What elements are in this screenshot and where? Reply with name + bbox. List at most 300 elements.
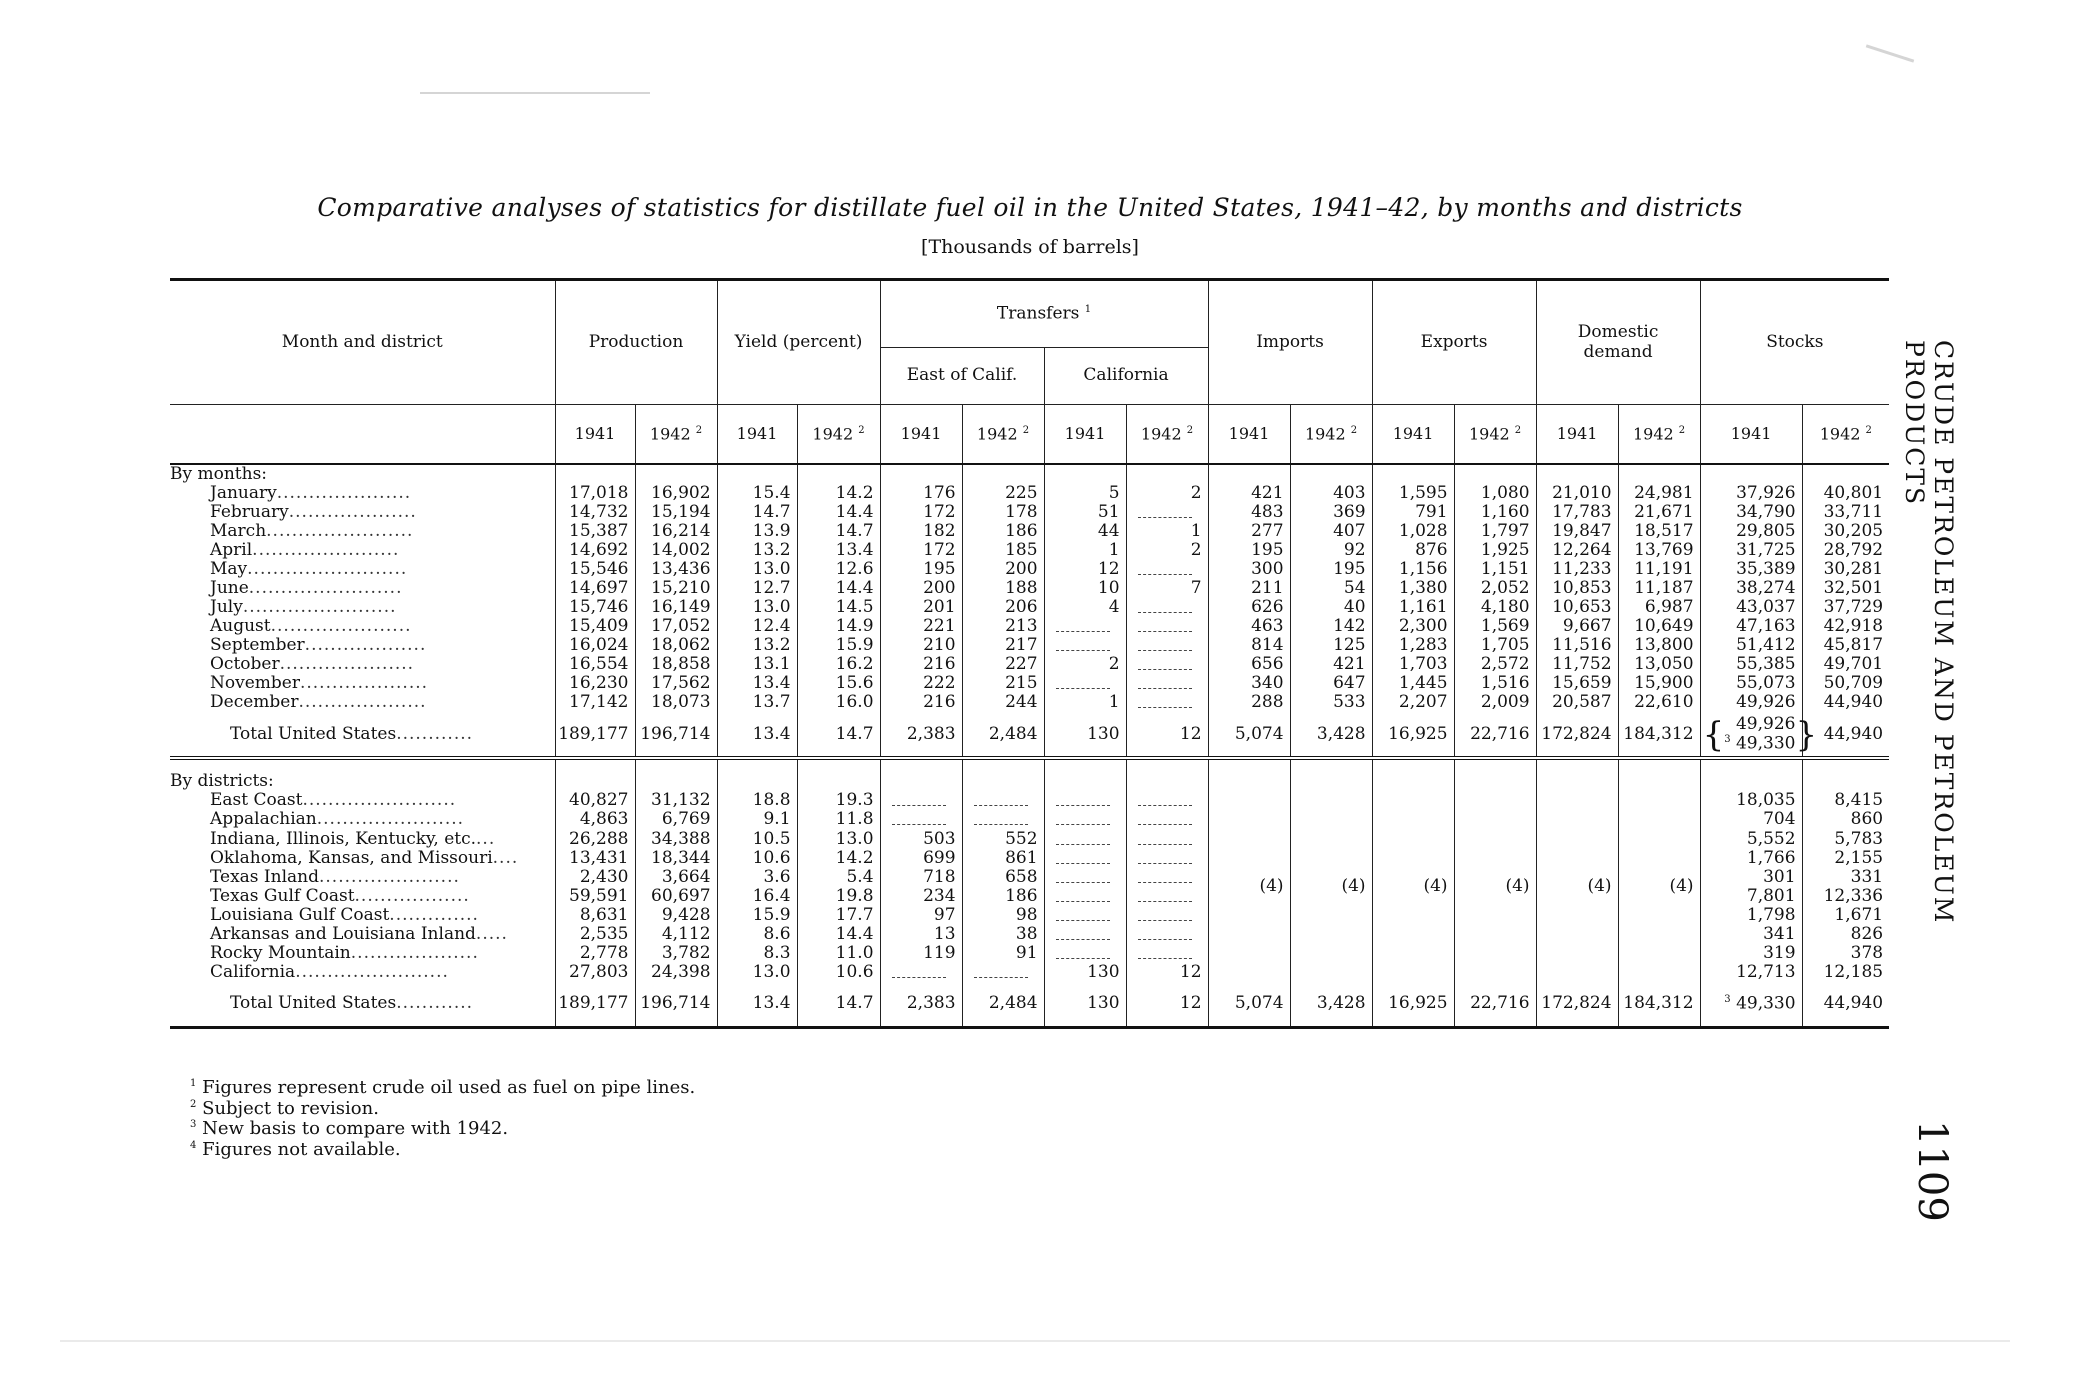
table-cell: 14,732 <box>555 503 635 522</box>
table-cell: 15,387 <box>555 522 635 541</box>
header-california: California <box>1044 348 1208 405</box>
table-cell: 533 <box>1290 693 1372 712</box>
row-label <box>170 925 555 944</box>
table-cell-empty <box>880 758 962 791</box>
table-cell: 206 <box>962 598 1044 617</box>
table-cell: 13,800 <box>1618 636 1700 655</box>
table-cell-empty <box>1126 503 1208 522</box>
table-cell-empty <box>1372 758 1454 791</box>
table-cell: 184,312 <box>1618 712 1700 758</box>
table-cell: 15.6 <box>797 674 880 693</box>
table-cell: 718 <box>880 868 962 887</box>
table-cell-empty <box>797 464 880 484</box>
table-cell: 14.9 <box>797 617 880 636</box>
table-cell-empty <box>1126 887 1208 906</box>
stocks-total-a: 49,926 <box>1735 713 1796 734</box>
dash-leader <box>1138 640 1193 651</box>
table-cell-empty <box>1618 464 1700 484</box>
table-cell: 3,428 <box>1290 712 1372 758</box>
table-cell: 1,705 <box>1454 636 1536 655</box>
table-cell-empty <box>880 791 962 810</box>
table-cell: 656 <box>1208 655 1290 674</box>
table-cell: 16.4 <box>717 887 797 906</box>
table-cell: 195 <box>1208 541 1290 560</box>
header-east-of-calif: East of Calif. <box>880 348 1044 405</box>
header-production: Production <box>555 280 717 405</box>
table-cell: 17,052 <box>635 617 717 636</box>
table-cell-empty <box>1044 830 1126 849</box>
table-cell: 49,926 <box>1700 693 1802 712</box>
table-cell: 34,790 <box>1700 503 1802 522</box>
table-cell: 17,018 <box>555 484 635 503</box>
header-year-1942: 1942 $^2$ <box>1618 405 1700 465</box>
table-cell: 1,925 <box>1454 541 1536 560</box>
table-cell-empty <box>717 464 797 484</box>
table-cell: 34,388 <box>635 830 717 849</box>
row-label-text: Rocky Mountain <box>210 942 351 963</box>
table-cell: 49,701 <box>1802 655 1889 674</box>
header-year-1942: 1942 $^2$ <box>962 405 1044 465</box>
row-label-text: Arkansas and Louisiana Inland <box>210 923 476 944</box>
table-cell: 331 <box>1802 868 1889 887</box>
row-label <box>170 982 555 1028</box>
table-cell: 14,697 <box>555 579 635 598</box>
table-row <box>170 598 1889 617</box>
table-cell-empty <box>1044 674 1126 693</box>
table-cell: 4 <box>1044 598 1126 617</box>
row-label <box>170 636 555 655</box>
table-cell-empty <box>1044 758 1126 791</box>
table-cell-empty <box>880 810 962 829</box>
dash-leader <box>974 967 1029 978</box>
dot-leader: ................... <box>304 635 427 656</box>
row-label <box>170 598 555 617</box>
table-cell: 288 <box>1208 693 1290 712</box>
table-cell: 16,554 <box>555 655 635 674</box>
table-cell: 50,709 <box>1802 674 1889 693</box>
section-row <box>170 464 1889 484</box>
dot-leader: ...................... <box>270 616 412 637</box>
table-cell-empty <box>962 464 1044 484</box>
table-cell: 11,516 <box>1536 636 1618 655</box>
table-cell: 341 <box>1700 925 1802 944</box>
table-cell: 14.7 <box>797 522 880 541</box>
table-cell-empty <box>1290 758 1372 791</box>
row-label-text: July <box>210 597 243 618</box>
table-cell: 826 <box>1802 925 1889 944</box>
row-label-text: June <box>210 578 249 599</box>
table-row <box>170 791 1889 810</box>
table-cell: 195 <box>1290 560 1372 579</box>
dash-leader <box>1138 678 1193 689</box>
table-cell: 2,484 <box>962 982 1044 1028</box>
table-cell: 221 <box>880 617 962 636</box>
table-cell-empty <box>1126 868 1208 887</box>
table-cell: 37,729 <box>1802 598 1889 617</box>
table-cell: 12,264 <box>1536 541 1618 560</box>
scan-artifact-bottom <box>60 1340 2010 1342</box>
table-cell-empty <box>1044 906 1126 925</box>
table-cell-empty <box>1126 791 1208 810</box>
dot-leader: .................... <box>288 502 417 523</box>
dash-leader <box>1138 602 1193 613</box>
row-label <box>170 868 555 887</box>
brace-left: { <box>1702 714 1725 755</box>
table-cell: 213 <box>962 617 1044 636</box>
table-cell: 30,205 <box>1802 522 1889 541</box>
table-cell: 201 <box>880 598 962 617</box>
table-cell-empty <box>1208 464 1290 484</box>
table-cell: 1,283 <box>1372 636 1454 655</box>
table-cell: 13,769 <box>1618 541 1700 560</box>
table-cell: 1,797 <box>1454 522 1536 541</box>
dash-leader <box>1056 640 1111 651</box>
table-cell: 11,187 <box>1618 579 1700 598</box>
row-label-text: February <box>210 502 289 523</box>
table-cell-empty <box>1454 758 1536 791</box>
table-cell: 215 <box>962 674 1044 693</box>
dash-leader <box>1056 891 1111 902</box>
header-year-1941: 1941 <box>1536 405 1618 465</box>
footnote: $^4$ Figures not available. <box>190 1139 401 1161</box>
table-cell: 15.9 <box>797 636 880 655</box>
table-cell-empty <box>717 758 797 791</box>
table-cell: 19,847 <box>1536 522 1618 541</box>
page-title: Comparative analyses of statistics for distillate fuel oil in the United States, 1941–42, by months and districts <box>317 193 1743 222</box>
dash-leader <box>1138 659 1193 670</box>
fuel-oil-table <box>170 278 1889 1029</box>
table-cell: 13.9 <box>717 522 797 541</box>
table-cell: 11,233 <box>1536 560 1618 579</box>
header-domestic-demand: Domestic demand <box>1536 280 1700 405</box>
table-cell: 876 <box>1372 541 1454 560</box>
table-cell: 40 <box>1290 598 1372 617</box>
table-cell: 16,214 <box>635 522 717 541</box>
table-cell: 791 <box>1372 503 1454 522</box>
dash-leader <box>1056 929 1111 940</box>
table-cell: 1,445 <box>1372 674 1454 693</box>
table-cell-empty <box>1126 849 1208 868</box>
table-cell-empty <box>1126 693 1208 712</box>
dot-leader: .................... <box>299 673 429 694</box>
table-cell: 13.7 <box>717 693 797 712</box>
table-cell: 2,535 <box>555 925 635 944</box>
table-cell: 11.8 <box>797 810 880 829</box>
table-cell: 2,155 <box>1802 849 1889 868</box>
header-month-district: Month and district <box>170 280 555 405</box>
table-cell-empty <box>880 464 962 484</box>
row-label <box>170 484 555 503</box>
table-cell-empty <box>1700 758 1802 791</box>
table-cell: 1,516 <box>1454 674 1536 693</box>
table-cell: 378 <box>1802 944 1889 963</box>
table-cell: 13.4 <box>717 712 797 758</box>
table-cell: 14.7 <box>797 712 880 758</box>
table-cell: 6,769 <box>635 810 717 829</box>
table-cell: 10.6 <box>797 963 880 982</box>
dot-leader: ..................... <box>279 654 415 675</box>
table-cell: 1,380 <box>1372 579 1454 598</box>
header-year-1942: 1942 $^2$ <box>1454 405 1536 465</box>
table-cell: 301 <box>1700 868 1802 887</box>
table-cell: 13.4 <box>717 674 797 693</box>
table-cell: 142 <box>1290 617 1372 636</box>
dash-leader <box>1056 814 1111 825</box>
header-year-1941: 1941 <box>1372 405 1454 465</box>
table-cell: 704 <box>1700 810 1802 829</box>
table-cell: 227 <box>962 655 1044 674</box>
row-label <box>170 758 555 791</box>
stocks-total-1941: $^3$ 49,330 <box>1700 982 1802 1028</box>
table-row <box>170 617 1889 636</box>
table-cell: 26,288 <box>555 830 635 849</box>
table-cell: 32,501 <box>1802 579 1889 598</box>
table-cell: 7,801 <box>1700 887 1802 906</box>
table-cell: 12,185 <box>1802 963 1889 982</box>
table-cell: 4,180 <box>1454 598 1536 617</box>
header-year-1941: 1941 <box>1208 405 1290 465</box>
table-cell: 211 <box>1208 579 1290 598</box>
row-label <box>170 791 555 810</box>
dash-leader <box>1138 853 1193 864</box>
table-cell-empty <box>1126 464 1208 484</box>
table-cell: 15,900 <box>1618 674 1700 693</box>
table-cell-empty <box>1126 925 1208 944</box>
table-cell: 1 <box>1044 693 1126 712</box>
table-cell-empty <box>1126 560 1208 579</box>
page-number: 1109 <box>1909 1120 1955 1222</box>
table-cell: 2,383 <box>880 712 962 758</box>
table-cell: 185 <box>962 541 1044 560</box>
table-cell: 27,803 <box>555 963 635 982</box>
header-year-1942: 1942 $^2$ <box>1802 405 1889 465</box>
table-cell: 21,010 <box>1536 484 1618 503</box>
table-cell: 3,664 <box>635 868 717 887</box>
table-cell: 658 <box>962 868 1044 887</box>
table-cell: 31,132 <box>635 791 717 810</box>
header-year-1942: 1942 $^2$ <box>797 405 880 465</box>
table-cell: 14,002 <box>635 541 717 560</box>
table-cell-empty <box>1126 830 1208 849</box>
table-cell: 463 <box>1208 617 1290 636</box>
table-cell-empty <box>1290 464 1372 484</box>
table-cell: 18,073 <box>635 693 717 712</box>
total-row <box>170 982 1889 1028</box>
table-cell-empty <box>1044 791 1126 810</box>
table-cell: 1,160 <box>1454 503 1536 522</box>
row-label-text: August <box>210 616 271 637</box>
table-cell: 189,177 <box>555 712 635 758</box>
table-cell-empty <box>1126 944 1208 963</box>
section-row <box>170 758 1889 791</box>
table-cell: 15,409 <box>555 617 635 636</box>
table-cell: 17,142 <box>555 693 635 712</box>
table-cell: 22,716 <box>1454 982 1536 1028</box>
table-cell: 125 <box>1290 636 1372 655</box>
table-cell: 3,428 <box>1290 982 1372 1028</box>
table-cell: 8.3 <box>717 944 797 963</box>
table-cell: 216 <box>880 693 962 712</box>
table-cell: 12 <box>1126 712 1208 758</box>
table-row <box>170 693 1889 712</box>
table-cell-empty <box>635 758 717 791</box>
table-cell: 98 <box>962 906 1044 925</box>
table-cell-empty <box>962 810 1044 829</box>
table-row <box>170 484 1889 503</box>
table-cell: 483 <box>1208 503 1290 522</box>
table-cell-empty <box>1802 464 1889 484</box>
not-available-cell: (4) <box>1618 791 1700 981</box>
header-year-1942: 1942 $^2$ <box>1126 405 1208 465</box>
table-cell: 626 <box>1208 598 1290 617</box>
table-cell: 1,080 <box>1454 484 1536 503</box>
row-label-text: Texas Inland <box>210 866 319 887</box>
table-cell: 277 <box>1208 522 1290 541</box>
table-cell: 92 <box>1290 541 1372 560</box>
table-cell: 55,385 <box>1700 655 1802 674</box>
header-exports: Exports <box>1372 280 1536 405</box>
table-cell: 3,782 <box>635 944 717 963</box>
table-cell-empty <box>962 963 1044 982</box>
table-cell: 21,671 <box>1618 503 1700 522</box>
table-cell: 2 <box>1126 541 1208 560</box>
table-cell: 196,714 <box>635 712 717 758</box>
table-cell: 14.5 <box>797 598 880 617</box>
stocks-total-1941 <box>1700 712 1818 758</box>
table-cell: 10,653 <box>1536 598 1618 617</box>
table-cell: 222 <box>880 674 962 693</box>
table-row <box>170 522 1889 541</box>
dash-leader <box>1056 621 1111 632</box>
table-cell: 22,716 <box>1454 712 1536 758</box>
table-cell: 7 <box>1126 579 1208 598</box>
dash-leader <box>1056 853 1111 864</box>
table-row <box>170 503 1889 522</box>
footnote: $^1$ Figures represent crude oil used as fuel on pipe lines. <box>190 1077 696 1098</box>
table-cell: 699 <box>880 849 962 868</box>
table-cell: 300 <box>1208 560 1290 579</box>
table-row <box>170 655 1889 674</box>
dash-leader <box>1056 948 1111 959</box>
table-cell: 12 <box>1044 560 1126 579</box>
table-cell: 2,207 <box>1372 693 1454 712</box>
row-label-text: Oklahoma, Kansas, and Missouri <box>210 847 493 868</box>
table-cell: 13.0 <box>717 963 797 982</box>
table-cell: 13.2 <box>717 541 797 560</box>
table-cell-empty <box>1126 617 1208 636</box>
table-row <box>170 636 1889 655</box>
table-cell: 16,024 <box>555 636 635 655</box>
dot-leader: .............. <box>389 904 479 925</box>
row-label <box>170 674 555 693</box>
row-label-text: April <box>210 540 253 561</box>
footnote: $^2$ Subject to revision. <box>190 1097 379 1119</box>
table-cell: 5,074 <box>1208 982 1290 1028</box>
table-cell: 4,112 <box>635 925 717 944</box>
table-cell: 13.0 <box>717 560 797 579</box>
table-row <box>170 560 1889 579</box>
table-cell: 5,552 <box>1700 830 1802 849</box>
table-cell: 5,074 <box>1208 712 1290 758</box>
table-cell: 10.6 <box>717 849 797 868</box>
header-yield: Yield (percent) <box>717 280 880 405</box>
table-cell: 24,398 <box>635 963 717 982</box>
table-cell: 172 <box>880 503 962 522</box>
header-transfers: Transfers $^1$ <box>880 280 1208 348</box>
table-cell: 31,725 <box>1700 541 1802 560</box>
dash-leader <box>1138 814 1193 825</box>
table-cell: 42,918 <box>1802 617 1889 636</box>
table-cell-empty <box>1536 464 1618 484</box>
row-label-text: Texas Gulf Coast <box>210 885 355 906</box>
table-cell: 130 <box>1044 712 1126 758</box>
dot-leader: ........................ <box>242 597 397 618</box>
table-cell-empty <box>1044 617 1126 636</box>
table-cell: 47,163 <box>1700 617 1802 636</box>
table-cell: 59,591 <box>555 887 635 906</box>
header-imports: Imports <box>1208 280 1372 405</box>
brace-right: } <box>1795 714 1818 755</box>
table-cell-empty <box>1044 925 1126 944</box>
table-cell: 2 <box>1044 655 1126 674</box>
stocks-total-stack <box>1724 715 1795 755</box>
table-cell: 13.4 <box>717 982 797 1028</box>
table-cell: 5,783 <box>1802 830 1889 849</box>
table-cell: 130 <box>1044 963 1126 982</box>
row-label <box>170 541 555 560</box>
table-cell: 172,824 <box>1536 982 1618 1028</box>
table-cell: 200 <box>962 560 1044 579</box>
table-cell: 178 <box>962 503 1044 522</box>
dot-leader: ....................... <box>316 809 465 830</box>
table-cell: 10,649 <box>1618 617 1700 636</box>
table-cell: 340 <box>1208 674 1290 693</box>
table-cell: 1,703 <box>1372 655 1454 674</box>
table-cell-empty <box>1044 944 1126 963</box>
table-cell: 18.8 <box>717 791 797 810</box>
not-available-cell: (4) <box>1208 791 1290 981</box>
row-label <box>170 503 555 522</box>
dot-leader: ............ <box>396 723 474 744</box>
table-cell: 4,863 <box>555 810 635 829</box>
table-cell: 407 <box>1290 522 1372 541</box>
row-label <box>170 693 555 712</box>
table-cell: 18,344 <box>635 849 717 868</box>
table-cell-empty <box>1126 674 1208 693</box>
header-year-1941: 1941 <box>717 405 797 465</box>
table-cell: 11.0 <box>797 944 880 963</box>
table-cell-empty <box>1454 464 1536 484</box>
dot-leader: .... <box>492 847 519 868</box>
table-cell: 14,692 <box>555 541 635 560</box>
row-label-text: March <box>210 521 267 542</box>
row-label <box>170 655 555 674</box>
table-cell: 20,587 <box>1536 693 1618 712</box>
table-cell: 1 <box>1126 522 1208 541</box>
table-cell: 44,940 <box>1802 712 1889 758</box>
table-cell: 13.1 <box>717 655 797 674</box>
dash-leader <box>1138 795 1193 806</box>
table-cell-empty <box>962 758 1044 791</box>
table-cell: 12.4 <box>717 617 797 636</box>
table-cell: 12,336 <box>1802 887 1889 906</box>
table-cell: 184,312 <box>1618 982 1700 1028</box>
dash-leader <box>1138 891 1193 902</box>
table-cell-empty <box>1044 464 1126 484</box>
table-cell: 130 <box>1044 982 1126 1028</box>
header-year-1942: 1942 $^2$ <box>1290 405 1372 465</box>
table-cell: 12,713 <box>1700 963 1802 982</box>
